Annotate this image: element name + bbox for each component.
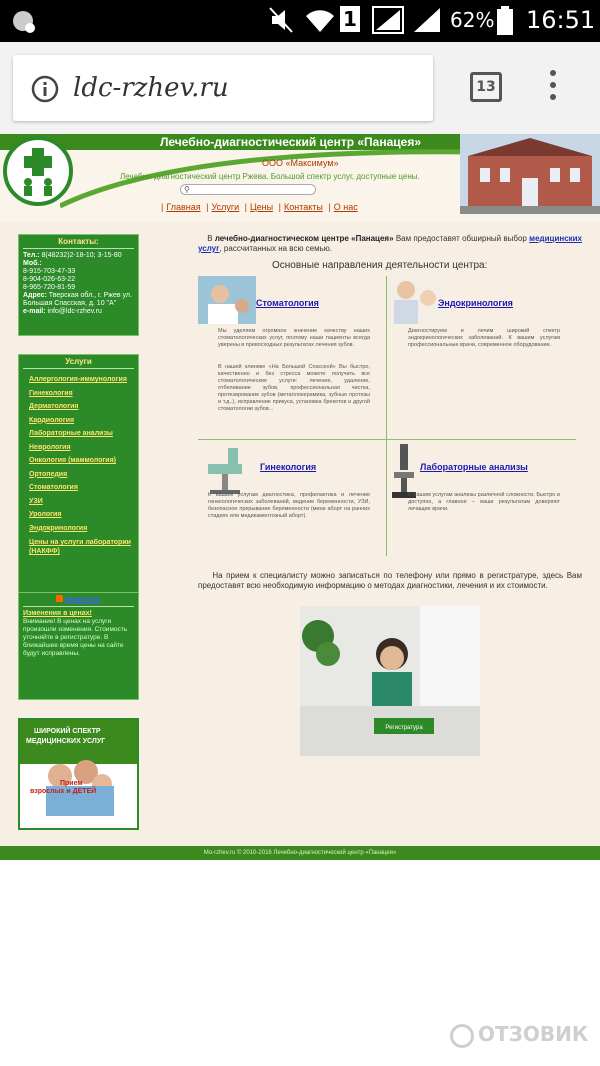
wifi-icon bbox=[304, 6, 336, 34]
overflow-menu-icon[interactable] bbox=[548, 70, 558, 106]
org-name: ООО «Максимум» bbox=[262, 158, 339, 168]
promo-line4: взрослых и ДЕТЕЙ bbox=[30, 788, 97, 795]
top-nav: | Главная | Услуги | Цены | Контакты | О нас bbox=[161, 202, 358, 212]
service-link[interactable]: Ортопедия bbox=[29, 470, 68, 478]
service-title-dentistry[interactable]: Стоматология bbox=[256, 298, 319, 308]
service-text-dentistry-2: В нашей клинике «На Большой Спасской» Вы быстро, качественно и без стресса можете получить все стоматологические услуги: лечение, удаление, отбеливание зубов, профессиональная чистка, протезирование зубов (металлокерамика, зубные протезы и т.д..), исправление прикуса, установка брекетов и другой стоматологии зубов... bbox=[218, 364, 370, 412]
contact-email[interactable]: info@ldc-rzhev.ru bbox=[47, 308, 102, 315]
battery-icon bbox=[496, 6, 514, 36]
sim-indicator: 1 bbox=[340, 6, 360, 32]
status-bar bbox=[0, 0, 600, 42]
service-text-endocrinology: Диагностируем и лечим широкий спектр эндокринологических заболеваний. К вашим услугам профессиональные врачи, современное оборудование. bbox=[408, 328, 560, 348]
mute-icon bbox=[268, 6, 294, 34]
url-text[interactable]: ldc-rzhev.ru bbox=[73, 73, 229, 103]
service-link[interactable]: Кардиология bbox=[29, 416, 75, 424]
service-title-laboratory[interactable]: Лабораторные анализы bbox=[420, 462, 528, 472]
browser-toolbar bbox=[0, 42, 600, 134]
service-link[interactable]: УЗИ bbox=[29, 497, 43, 505]
rss-icon bbox=[56, 595, 63, 602]
nav-home[interactable]: Главная bbox=[166, 202, 201, 212]
section-title: Основные направления деятельности центра: bbox=[272, 260, 488, 271]
intro-text: В лечебно-диагностическом центре «Панацея» Вам предоставят обширный выбор медицинских услуг, рассчитанных на всю семью. bbox=[198, 234, 583, 253]
service-link[interactable]: Стоматология bbox=[29, 484, 78, 491]
grid-divider-vertical bbox=[386, 276, 387, 556]
nav-about[interactable]: О нас bbox=[333, 202, 358, 212]
nav-contacts[interactable]: Контакты bbox=[283, 202, 323, 212]
contacts-body: Тел.: 8(48232)2-18-10; 3-15-80 Моб.: 8-915-703-47-33 8-904-026-63-22 8-965-720-81-59 Адрес: Тверская обл., г. Ржев ул. Большая Спасская, д. 10 "А" e-mail: info@ldc-rzhev.ru bbox=[19, 249, 138, 319]
tagline: Лечебно-диагностический центр Ржева. Большой спектр услуг, доступные цены. bbox=[120, 172, 420, 181]
search-icon: ⚲ bbox=[184, 185, 190, 194]
service-link[interactable]: Неврология bbox=[29, 443, 71, 451]
otzovik-watermark: ОТЗОВИК bbox=[450, 1022, 588, 1048]
promo-banner[interactable] bbox=[18, 718, 139, 830]
service-card-gynecology bbox=[198, 442, 384, 556]
service-link[interactable]: Онкология (маммология) bbox=[29, 457, 117, 464]
gynecology-chair-icon bbox=[198, 442, 250, 498]
promo-line1: ШИРОКИЙ СПЕКТР bbox=[34, 728, 101, 735]
service-link[interactable]: Лабораторные анализы bbox=[29, 430, 113, 437]
service-title-endocrinology[interactable]: Эндокринология bbox=[438, 298, 513, 308]
service-link[interactable]: Эндокринология bbox=[29, 524, 88, 532]
service-link[interactable]: Гинекология bbox=[29, 389, 73, 397]
news-heading[interactable]: Новости: bbox=[23, 593, 134, 607]
clinic-building-photo bbox=[460, 134, 600, 214]
site-title: Лечебно-диагностический центр «Панацея» bbox=[160, 135, 421, 149]
otzovik-logo-icon bbox=[450, 1024, 474, 1048]
tab-switcher-button[interactable]: 13 bbox=[470, 72, 502, 102]
dentistry-photo bbox=[198, 276, 256, 324]
endocrinology-photo bbox=[388, 276, 442, 324]
app-notification-icon bbox=[10, 8, 38, 36]
services-heading: Услуги bbox=[23, 355, 134, 369]
site-header bbox=[0, 134, 600, 222]
signal-icon bbox=[372, 6, 404, 34]
service-link[interactable]: Дерматология bbox=[29, 403, 79, 410]
service-text-dentistry: Мы уделяем огромное значение качеству наших стоматологических услуг, поэтому наши пациенты всегда уверены в превосходных результатах лечения зубов. bbox=[218, 328, 370, 348]
battery-percent: 62% bbox=[450, 8, 495, 32]
contact-phone[interactable]: 8(48232)2-18-10; 3-15-80 bbox=[41, 252, 122, 259]
news-item-text: Внимание! В ценах на услуги произошли изменения. Стоимость уточняйте в регистратуре. В ближайшее время цены на сайте будут исправлены. bbox=[23, 618, 128, 657]
site-footer: Mo-rzhev.ru © 2010-2016 Лечебно-диагностический центр «Панацея» bbox=[0, 846, 600, 860]
promo-line3: Прием bbox=[60, 780, 83, 787]
web-page bbox=[0, 134, 600, 860]
service-title-gynecology[interactable]: Гинекология bbox=[260, 462, 317, 472]
news-box bbox=[18, 592, 139, 700]
main-content bbox=[198, 234, 583, 271]
contact-address: Тверская обл., г. Ржев ул. Большая Спасская, д. 10 "А" bbox=[23, 292, 132, 307]
service-card-laboratory bbox=[388, 442, 574, 556]
news-item-title[interactable]: Изменения в ценах! bbox=[23, 610, 92, 617]
service-link[interactable]: Урология bbox=[29, 511, 62, 518]
service-card-endocrinology bbox=[388, 276, 574, 424]
search-input[interactable] bbox=[180, 184, 316, 195]
contacts-heading: Контакты: bbox=[23, 235, 134, 249]
reception-photo bbox=[300, 606, 480, 756]
contact-mobile[interactable]: 8-915-703-47-33 bbox=[23, 268, 76, 275]
service-link[interactable]: Цены на услуги лаборатории (НАКФФ) bbox=[29, 539, 131, 555]
clock: 16:51 bbox=[526, 6, 596, 34]
service-text-gynecology: К вашим услугам диагностика, профилактика и лечение гинекологических заболеваний, ведение беременности, УЗИ, безопасное прерывание беременности (мини аборт на ранних стадиях или медикаментозный аборт). bbox=[208, 492, 370, 519]
address-bar[interactable] bbox=[13, 55, 433, 121]
services-box bbox=[18, 354, 139, 602]
service-card-dentistry bbox=[198, 276, 384, 424]
contact-mobile[interactable]: 8-965-720-81-59 bbox=[23, 284, 76, 291]
grid-divider-horizontal bbox=[198, 439, 576, 440]
nav-prices[interactable]: Цены bbox=[250, 202, 274, 212]
signup-text: На прием к специалисту можно записаться по телефону или прямо в регистратуре, здесь Вам предоставят всю необходимую информацию о методах диагностики, лечения и их стоимости. bbox=[198, 571, 582, 590]
signal-strength-icon bbox=[412, 6, 442, 34]
service-text-laboratory: К Вашим услугам анализы различной сложности. Быстро и доступно, а главное – ваши результатам доверяют лечащие врачи. bbox=[408, 492, 560, 512]
service-link[interactable]: Аллергология-иммунология bbox=[29, 376, 127, 383]
promo-line2: МЕДИЦИНСКИХ УСЛУГ bbox=[26, 738, 106, 745]
contact-mobile[interactable]: 8-904-026-63-22 bbox=[23, 276, 76, 283]
medical-services-link[interactable]: медицинских услуг bbox=[198, 234, 583, 253]
contacts-box bbox=[18, 234, 139, 336]
nav-services[interactable]: Услуги bbox=[211, 202, 240, 212]
info-icon[interactable] bbox=[31, 75, 59, 103]
reception-sign: Регистратура bbox=[385, 725, 423, 731]
